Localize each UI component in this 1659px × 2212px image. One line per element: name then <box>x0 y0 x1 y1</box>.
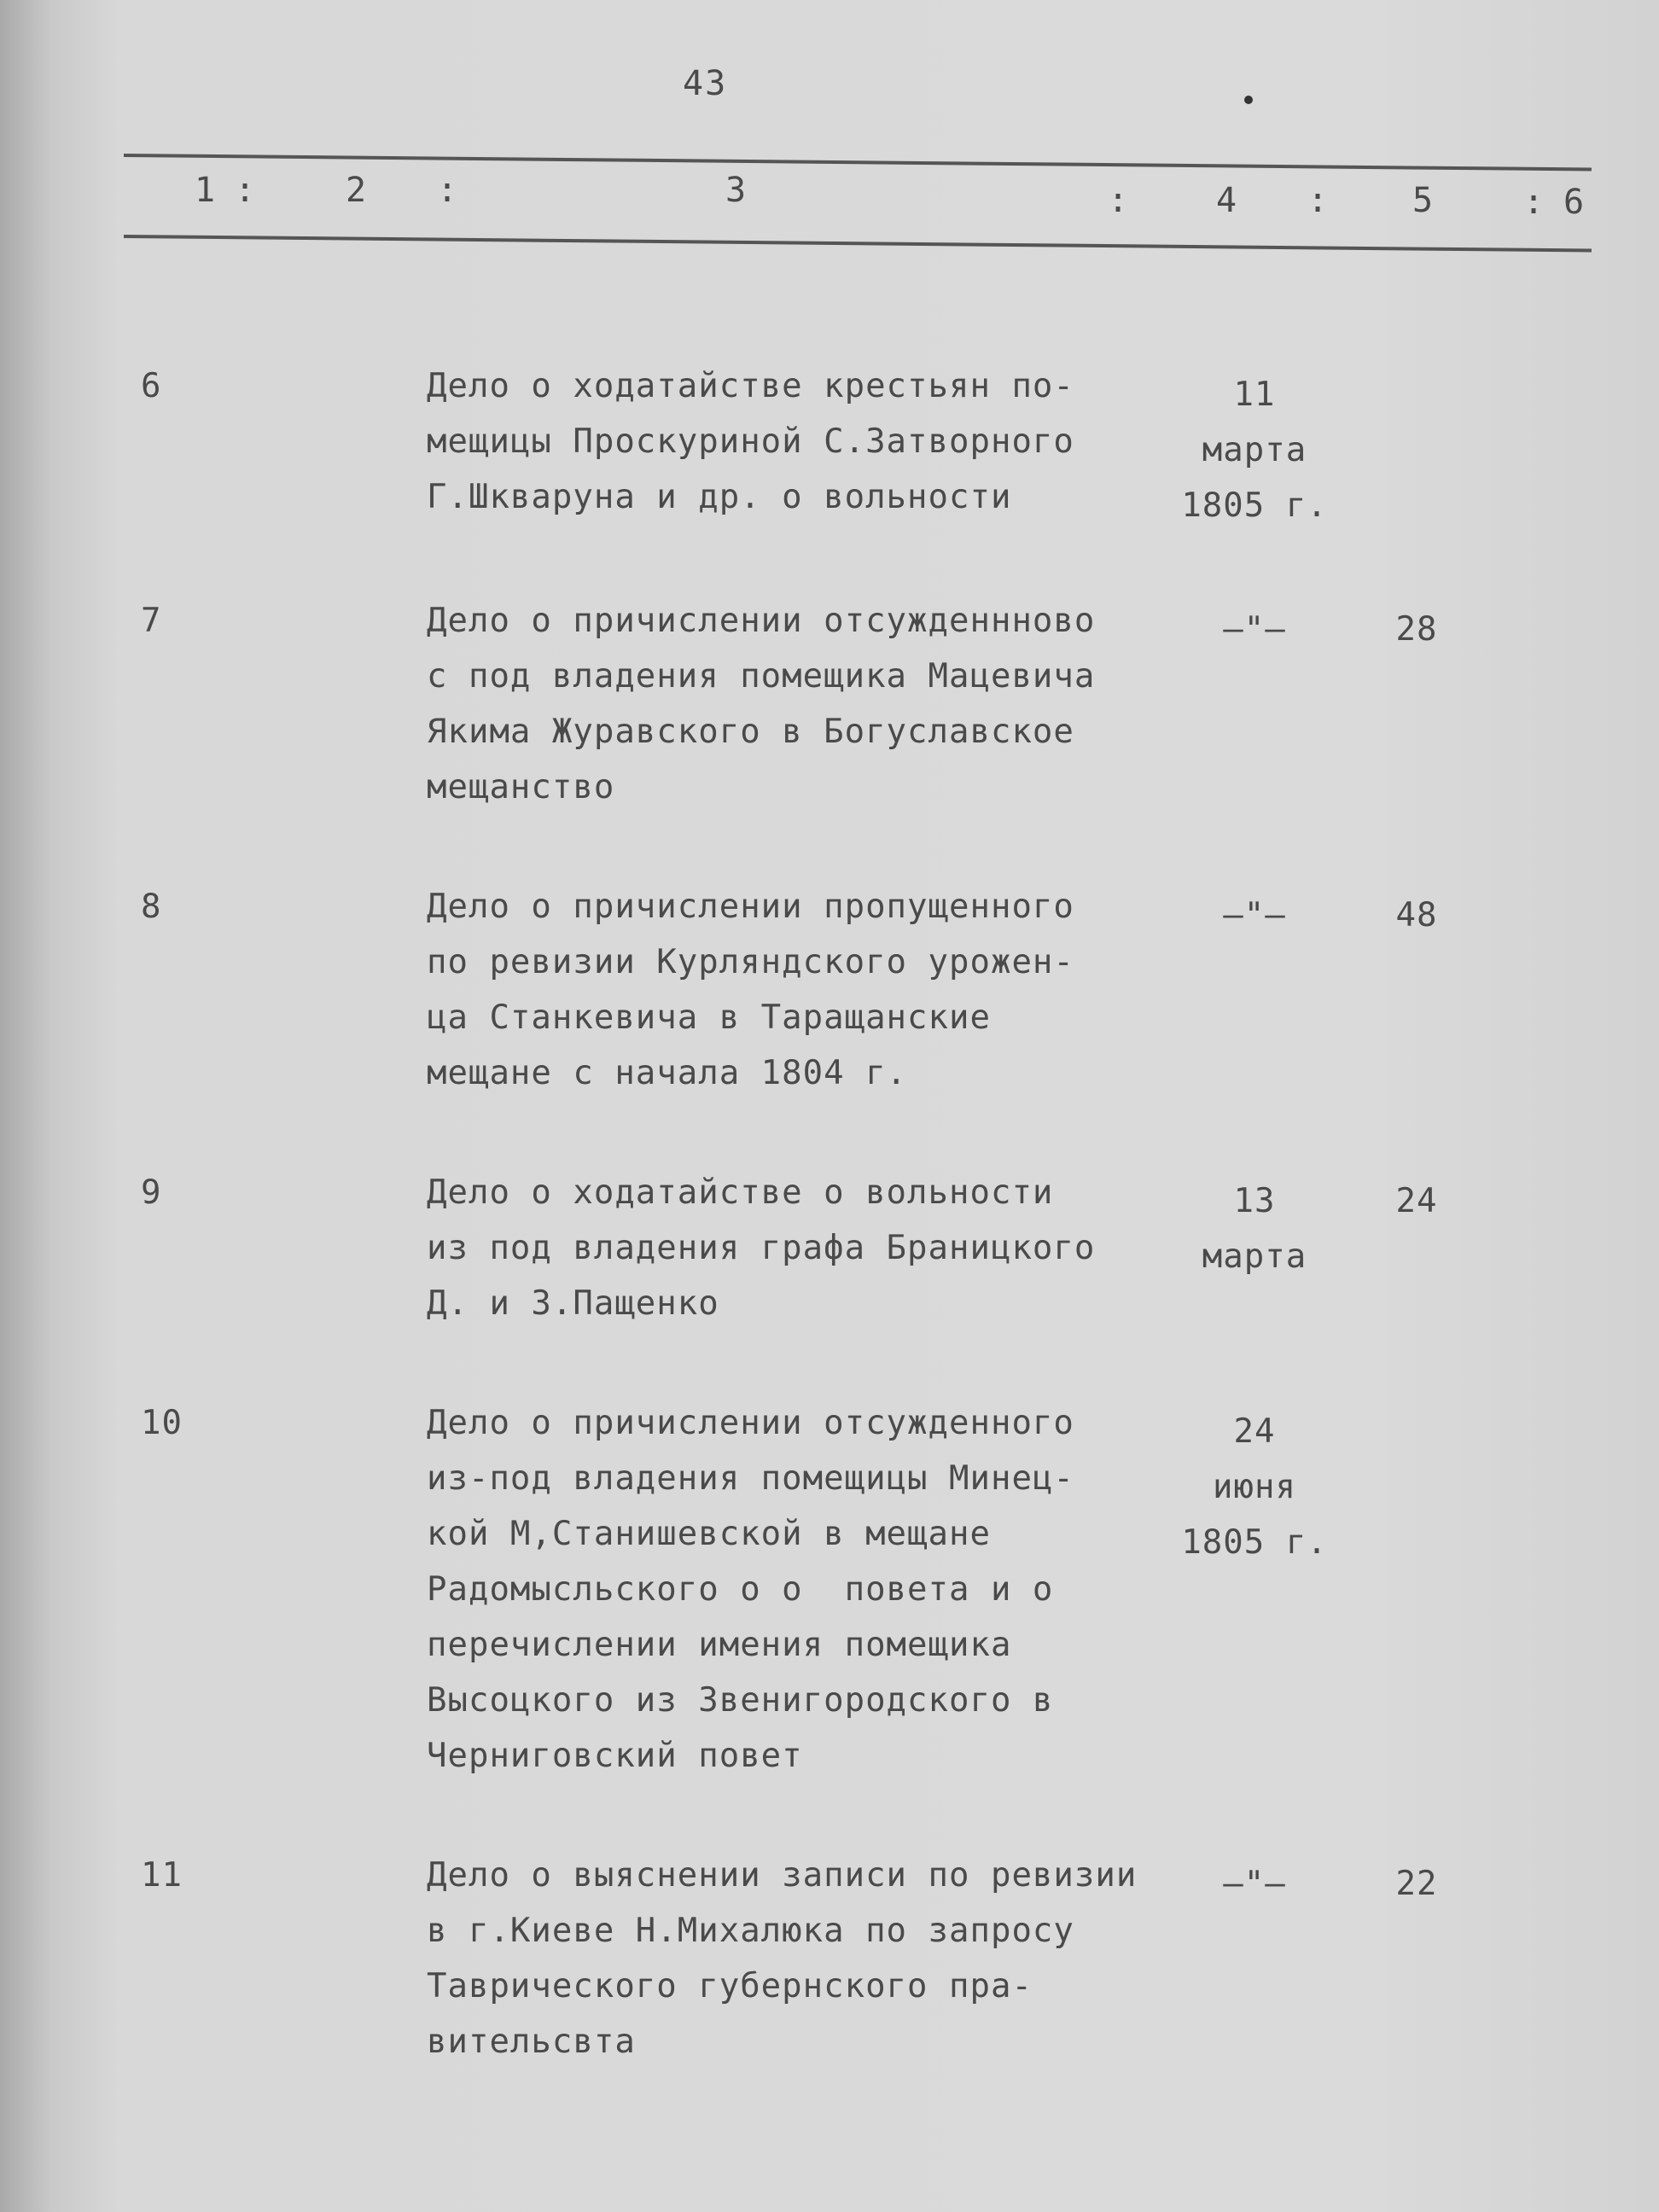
entry-date <box>1169 602 1340 657</box>
description-line: Радомысльского о о повета и о <box>427 1570 1054 1609</box>
description-line: Д. и З.Пащенко <box>427 1284 719 1323</box>
column-headers <box>0 171 1659 230</box>
description-line: вительсвта <box>427 2023 636 2061</box>
entry-description <box>427 358 1195 525</box>
entry-date <box>1169 367 1340 533</box>
description-line: ца Станкевича в Таращанские <box>427 998 991 1037</box>
column-header: 6 <box>1563 183 1585 222</box>
description-line: мещицы Проскуриной С.Затворного <box>427 422 1074 461</box>
description-line: из-под владения помещицы Минец- <box>427 1459 1074 1498</box>
entry-sheets: 28 <box>1395 610 1438 649</box>
column-separator: : <box>437 171 458 210</box>
entry-date <box>1169 888 1340 943</box>
date-line: марта <box>1202 1237 1307 1276</box>
description-line: из под владения графа Браницкого <box>427 1229 1096 1267</box>
description-line: перечислении имения помещика <box>427 1626 1012 1664</box>
description-line: Дело о ходатайстве о вольности <box>427 1173 1054 1212</box>
description-line: Высоцкого из Звенигородского в <box>427 1681 1054 1720</box>
description-line: в г.Киеве Н.Михалюка по запросу <box>427 1912 1074 1950</box>
description-line: Якима Журавского в Богуславское <box>427 713 1074 751</box>
entry-number: 10 <box>141 1404 183 1442</box>
column-separator: : <box>1307 181 1329 220</box>
ink-speck <box>1244 96 1253 104</box>
description-line: Дело о причислении пропущенного <box>427 888 1074 926</box>
date-line: марта <box>1202 431 1307 469</box>
column-separator: : <box>1523 183 1545 222</box>
entry-sheets: 24 <box>1395 1182 1438 1220</box>
date-line: —"— <box>1223 896 1286 934</box>
description-line: Дело о ходатайстве крестьян по- <box>427 367 1074 405</box>
description-line: Черниговский повет <box>427 1737 803 1775</box>
entry-number: 7 <box>141 602 162 640</box>
description-line: Дело о причислении отсужденного <box>427 1404 1074 1442</box>
date-line: 1805 г. <box>1181 1523 1328 1562</box>
date-line: 1805 г. <box>1181 486 1328 525</box>
column-header: 3 <box>725 171 747 210</box>
column-header: 4 <box>1216 181 1237 220</box>
description-line: с под владения помещика Мацевича <box>427 657 1096 696</box>
column-header: 2 <box>346 171 367 210</box>
description-line: по ревизии Курляндского урожен- <box>427 943 1074 981</box>
column-separator: : <box>1108 181 1129 220</box>
entry-description <box>427 1165 1195 1331</box>
description-line: Г.Шкваруна и др. о вольности <box>427 478 1012 516</box>
date-line: —"— <box>1223 1865 1286 1903</box>
entry-description <box>427 1848 1195 2069</box>
description-line: Дело о выяснении записи по ревизии <box>427 1856 1138 1895</box>
entry-number: 6 <box>141 367 162 405</box>
column-header: 1 <box>195 171 216 210</box>
description-line: мещанство <box>427 768 615 806</box>
column-header: 5 <box>1412 181 1434 220</box>
date-line: 13 <box>1233 1182 1276 1220</box>
description-line: Таврического губернского пра- <box>427 1967 1033 2005</box>
entry-number: 8 <box>141 888 162 926</box>
entry-description <box>427 1395 1195 1784</box>
entry-sheets: 48 <box>1395 896 1438 934</box>
description-line: кой М,Станишевской в мещане <box>427 1515 991 1553</box>
entry-date <box>1169 1173 1340 1284</box>
entry-number: 11 <box>141 1856 183 1895</box>
date-line: июня <box>1213 1468 1296 1506</box>
entry-description <box>427 879 1195 1101</box>
date-line: 24 <box>1233 1412 1276 1451</box>
entry-date <box>1169 1856 1340 1912</box>
date-line: —"— <box>1223 610 1286 649</box>
description-line: Дело о причислении отсужденнново <box>427 602 1096 640</box>
date-line: 11 <box>1233 375 1276 414</box>
column-separator: : <box>235 171 256 210</box>
page-number: 43 <box>683 64 728 103</box>
entry-date <box>1169 1404 1340 1570</box>
entry-number: 9 <box>141 1173 162 1212</box>
description-line: мещане с начала 1804 г. <box>427 1054 908 1092</box>
entry-sheets: 22 <box>1395 1865 1438 1903</box>
entry-description <box>427 593 1195 815</box>
